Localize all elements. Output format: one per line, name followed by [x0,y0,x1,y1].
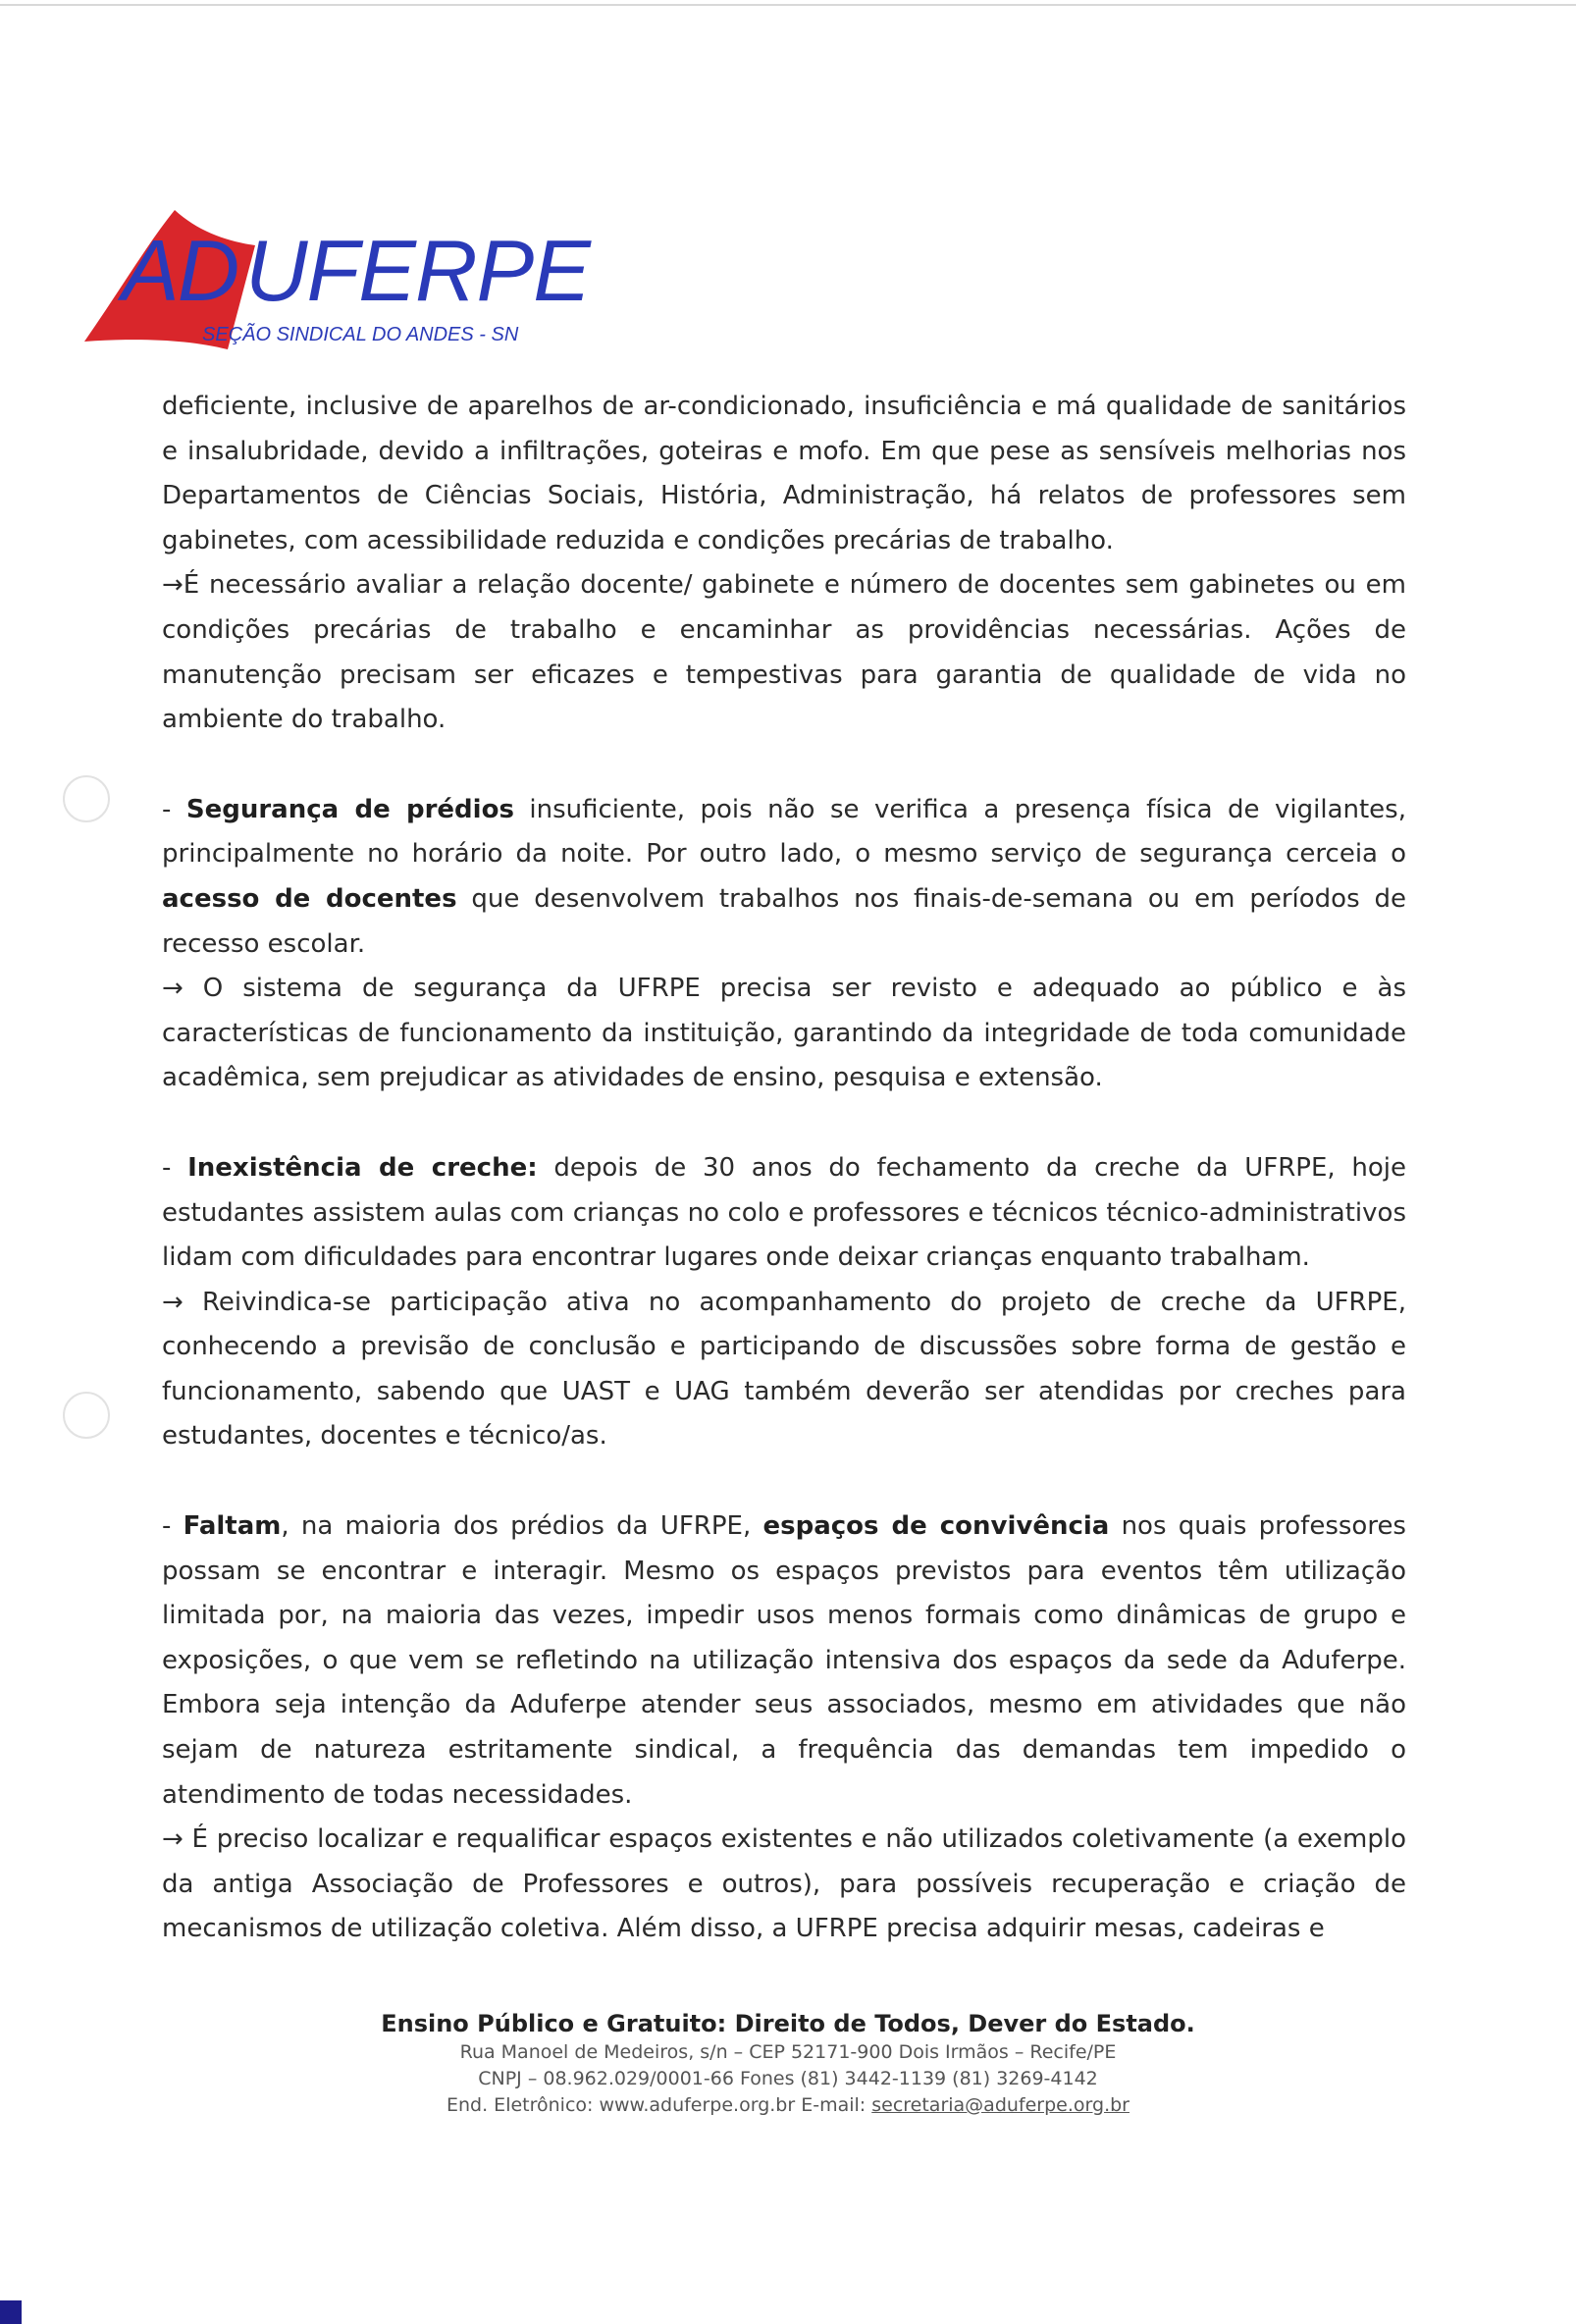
aduferpe-logo [80,202,591,359]
paragraph-text: → É preciso localizar e requalificar espaços existentes e não utilizados coletivamente (a exemplo da antiga Associação de Professores e outros), para possíveis recuperação e criação de mecanismos de utilização coletiva. Além disso, a UFRPE precisa adquirir mesas, cadeiras e [162,1824,1406,1944]
footer-slogan: Ensino Público e Gratuito: Direito de Todos, Dever do Estado. [381,2010,1195,2037]
punch-hole-bottom [63,1392,110,1439]
scan-top-edge [0,4,1576,6]
footer-address: Rua Manoel de Medeiros, s/n – CEP 52171-900 Dois Irmãos – Recife/PE [459,2041,1117,2063]
footer-cnpj-phones: CNPJ – 08.962.029/0001-66 Fones (81) 3442-1139 (81) 3269-4142 [478,2068,1098,2089]
body-paragraph [162,1818,1406,1952]
paragraph-text: que desenvolvem trabalhos nos finais-de-semana ou em períodos de recesso escolar. [162,883,1406,959]
paragraph-text: insuficiente, pois não se verifica a presença física de vigilantes, principalmente no horário da noite. Por outro lado, o mesmo serviço de segurança cerceia o [162,794,1406,870]
paragraph-text: → Reivindica-se participação ativa no acompanhamento do projeto de creche da UFRPE, conhecendo a previsão de conclusão e participando de discussões sobre forma de gestão e funcionamento, sabendo que UAST e UAG também deverão ser atendidas por creches para estudantes, docentes e técnico/as. [162,1287,1406,1452]
emphasis-text: acesso de docentes [162,883,457,914]
footer-web: End. Eletrônico: www.aduferpe.org.br E-mail: [447,2094,872,2116]
paragraph-gap [162,1101,1406,1146]
emphasis-text: Inexistência de creche: [187,1152,538,1183]
letterhead-footer [0,2008,1576,2119]
scan-corner-mark [0,2300,22,2324]
paragraph-gap [162,743,1406,788]
paragraph-text: , na maioria dos prédios da UFRPE, [281,1511,763,1542]
emphasis-text: Segurança de prédios [185,794,514,824]
emphasis-text: Faltam [183,1511,282,1542]
body-paragraph [162,385,1406,563]
punch-hole-top [63,775,110,822]
paragraph-text: - [162,794,186,824]
paragraph-text: →É necessário avaliar a relação docente/ gabinete e número de docentes sem gabinetes ou em condições precárias de trabalho e encaminhar as providências necessárias. Ações de manutenção precisam ser eficazes e tempestivas para garantia de qualidade de vida no ambiente do trabalho. [162,570,1406,735]
paragraph-text: nos quais professores possam se encontrar e interagir. Mesmo os espaços previstos para eventos têm utilização limitada por, na maioria das vezes, impedir usos menos formais como dinâmicas de grupo e exposições, o que vem se refletindo na utilização intensiva dos espaços da sede da Aduferpe. Embora seja intenção da Aduferpe atender seus associados, mesmo em atividades que não sejam de natureza estritamente sindical, a frequência das demandas tem impedido o atendimento de todas necessidades. [162,1511,1406,1810]
logo-subtitle: SEÇÃO SINDICAL DO ANDES - SN [202,324,519,345]
paragraph-text: → O sistema de segurança da UFRPE precisa ser revisto e adequado ao público e às características de funcionamento da instituição, garantindo da integridade de toda comunidade acadêmica, sem prejudicar as atividades de ensino, pesquisa e extensão. [162,974,1406,1093]
paragraph-text: - [162,1152,188,1183]
document-body [162,385,1406,1952]
body-paragraph [162,967,1406,1101]
paragraph-text: deficiente, inclusive de aparelhos de ar-condicionado, insuficiência e má qualidade de sanitários e insalubridade, devido a infiltrações, goteiras e mofo. Em que pese as sensíveis melhorias nos Departamentos de Ciências Sociais, História, Administração, há relatos de professores sem gabinetes, com acessibilidade reduzida e condições precárias de trabalho. [162,392,1406,555]
footer-contact [0,2092,1576,2119]
paragraph-gap [162,1459,1406,1505]
body-paragraph [162,1505,1406,1818]
footer-email-link[interactable]: secretaria@aduferpe.org.br [871,2094,1129,2116]
paragraph-text: - [162,1511,184,1542]
logo-ad-text: AD [122,222,238,319]
logo-uferpe-text: UFERPE [245,222,590,319]
paragraph-text: depois de 30 anos do fechamento da creche da UFRPE, hoje estudantes assistem aulas com crianças no colo e professores e técnicos técnico-administrativos lidam com dificuldades para encontrar lugares onde deixar crianças enquanto trabalham. [162,1152,1406,1273]
emphasis-text: espaços de convivência [762,1511,1110,1542]
body-paragraph [162,1281,1406,1459]
body-paragraph [162,1146,1406,1281]
body-paragraph [162,788,1406,967]
body-paragraph [162,563,1406,742]
